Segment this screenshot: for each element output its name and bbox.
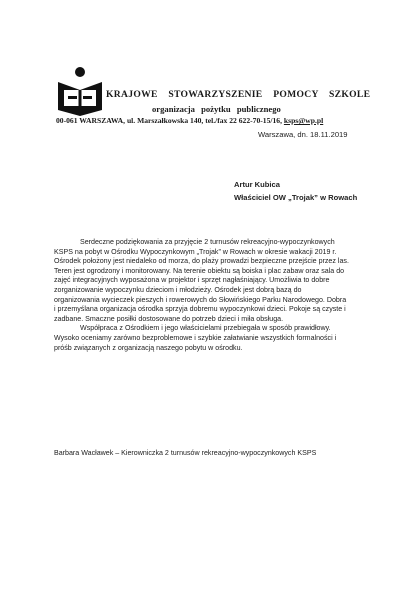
ksps-logo-icon xyxy=(54,66,112,118)
body-line: zadbane. Smaczne posiłki dostosowane do potrzeb dzieci i miła obsługa. xyxy=(54,314,284,323)
body-line: KSPS na pobyt w Ośrodku Wypoczynkowym „Trojak” w Rowach w okresie wakacji 2019 r. xyxy=(54,247,337,256)
body-line: i przemyślana organizacja ośrodka sprzyja dobremu wypoczynkowi dzieci. Pokoje są czyste i xyxy=(54,305,346,314)
body-line: zajęć integracyjnych wyposażona w projektor i sprzęt nagłaśniający. Umożliwia to dobre xyxy=(54,276,330,285)
recipient-title: Właściciel OW „Trojak” w Rowach xyxy=(234,193,358,202)
place-date: Warszawa, dn. 18.11.2019 xyxy=(258,130,348,139)
body-line: zorganizowanie wypoczynku dzieciom i młodzieży. Ośrodek jest dobrą bazą do xyxy=(54,285,302,294)
body-line: Ośrodek położony jest niedaleko od morza, do plaży prowadzi bezpieczne przejście przez las. xyxy=(54,257,349,266)
body-line: Teren jest ogrodzony i monitorowany. Na terenie obiektu są boiska i plac zabaw oraz sala do xyxy=(54,266,345,275)
recipient-name: Artur Kubica xyxy=(234,180,280,189)
organization-name: KRAJOWE STOWARZYSZENIE POMOCY SZKOLE xyxy=(106,89,371,100)
email-link[interactable]: ksps@wp.pl xyxy=(283,116,324,125)
signature-line: Barbara Wacławek – Kierowniczka 2 turnusów rekreacyjno-wypoczynkowych KSPS xyxy=(54,449,317,457)
organization-subtitle: organizacja pożytku publicznego xyxy=(152,104,281,114)
organization-address xyxy=(56,116,323,125)
body-line: Serdeczne podziękowania za przyjęcie 2 turnusów rekreacyjno-wypoczynkowych xyxy=(80,238,335,246)
body-line: próśb związanych z organizacją naszego pobytu w ośrodku. xyxy=(54,343,243,352)
address-text: 00-061 WARSZAWA, ul. Marszałkowska 140, tel./fax 22 622-70-15/16, xyxy=(56,116,284,125)
body-line: Wysoko oceniamy zarówno bezproblemowe i szybkie załatwianie wszystkich formalności i xyxy=(54,333,337,342)
recipient-block xyxy=(234,178,357,204)
body-line: Współpraca z Ośrodkiem i jego właścicielami przebiegała w sposób prawidłowy. xyxy=(80,324,331,333)
letter-body xyxy=(54,238,394,353)
body-line: organizowania wycieczek pieszych i rowerowych do Słowińskiego Parku Narodowego. Dobra xyxy=(54,295,347,304)
